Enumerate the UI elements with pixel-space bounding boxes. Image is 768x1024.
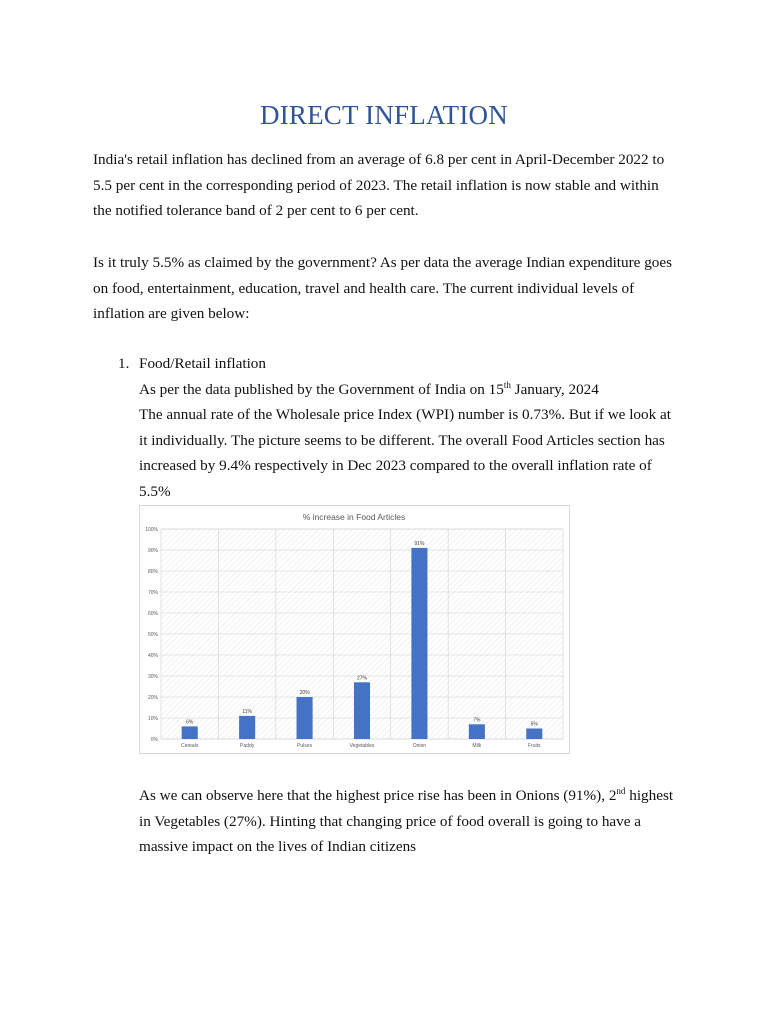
y-tick-label: 50% xyxy=(147,632,158,638)
data-label: 20% xyxy=(299,690,310,696)
intro-paragraph: India's retail inflation has declined from an average of 6.8 per cent in April-December 2022 to 5.5 per cent in the corresponding period of 2023. The retail inflation is now stable and within the notified tolerance band of 2 per cent to 6 per cent. xyxy=(93,151,665,219)
y-tick-label: 10% xyxy=(147,716,158,722)
bar-pulses xyxy=(297,697,313,739)
publication-date-text: January, 2024 xyxy=(510,380,599,398)
x-tick-label: Vegetables xyxy=(349,743,375,749)
y-tick-label: 100% xyxy=(145,527,158,533)
data-label: 5% xyxy=(530,721,538,728)
ordinal-superscript: nd xyxy=(616,786,626,796)
list-heading: Food/Retail inflation xyxy=(139,355,266,372)
conclusion-paragraph xyxy=(139,783,679,860)
list-number: 1. xyxy=(118,355,130,372)
x-tick-label: Onion xyxy=(412,743,427,749)
data-label: 11% xyxy=(242,708,252,715)
x-tick-label: Pulses xyxy=(297,743,313,749)
conclusion-text xyxy=(139,783,679,860)
data-label: 7% xyxy=(473,717,481,724)
chart-svg xyxy=(139,505,570,754)
chart-title: % increase in Food Articles xyxy=(302,512,406,522)
y-tick-label: 60% xyxy=(147,611,158,617)
y-tick-label: 80% xyxy=(147,569,158,575)
ordinal-superscript: th xyxy=(503,379,511,390)
bar-cereals xyxy=(182,726,198,739)
data-label: 91% xyxy=(414,540,425,547)
food-articles-chart xyxy=(139,505,570,754)
y-tick-label: 70% xyxy=(147,590,158,596)
x-tick-label: Cereals xyxy=(181,743,199,749)
bar-vegetables xyxy=(354,682,370,739)
wpi-paragraph: The annual rate of the Wholesale price Index (WPI) number is 0.73%. But if we look at it individually. The picture seems to be different. The overall Food Articles section has increased by 9.4% respectively in Dec 2023 compared to the overall inflation rate of 5.5% xyxy=(139,406,671,500)
publication-text: As per the data published by the Government of India on 15 xyxy=(139,380,504,398)
y-tick-label: 90% xyxy=(147,548,158,554)
y-tick-label: 40% xyxy=(147,653,158,659)
y-tick-label: 30% xyxy=(147,674,158,680)
x-tick-label: Fruits xyxy=(528,743,541,749)
list-body xyxy=(139,351,679,504)
data-label: 27% xyxy=(356,675,368,682)
bar-onion xyxy=(411,548,427,739)
bar-milk xyxy=(469,724,485,739)
bar-fruits xyxy=(526,729,542,740)
y-tick-label: 0% xyxy=(150,737,158,743)
question-paragraph: Is it truly 5.5% as claimed by the government? As per data the average Indian expenditure goes on food, entertainment, education, travel and health care. The current individual levels of inflation are given below: xyxy=(93,254,673,322)
x-tick-label: Paddy xyxy=(240,743,255,749)
data-label: 6% xyxy=(186,719,194,726)
conclusion-text-start: As we can observe here that the highest price rise has been in Onions (91%), 2 xyxy=(139,787,617,804)
y-tick-label: 20% xyxy=(147,695,158,701)
publication-line xyxy=(139,377,679,403)
x-tick-label: Milk xyxy=(472,743,482,749)
conclusion-text-end: highest in Vegetables (27%). Hinting that changing price of food overall is going to have a massive impact on the lives of Indian citizens xyxy=(139,787,674,855)
page-title: DIRECT INFLATION xyxy=(260,100,508,130)
bar-paddy xyxy=(239,716,255,739)
